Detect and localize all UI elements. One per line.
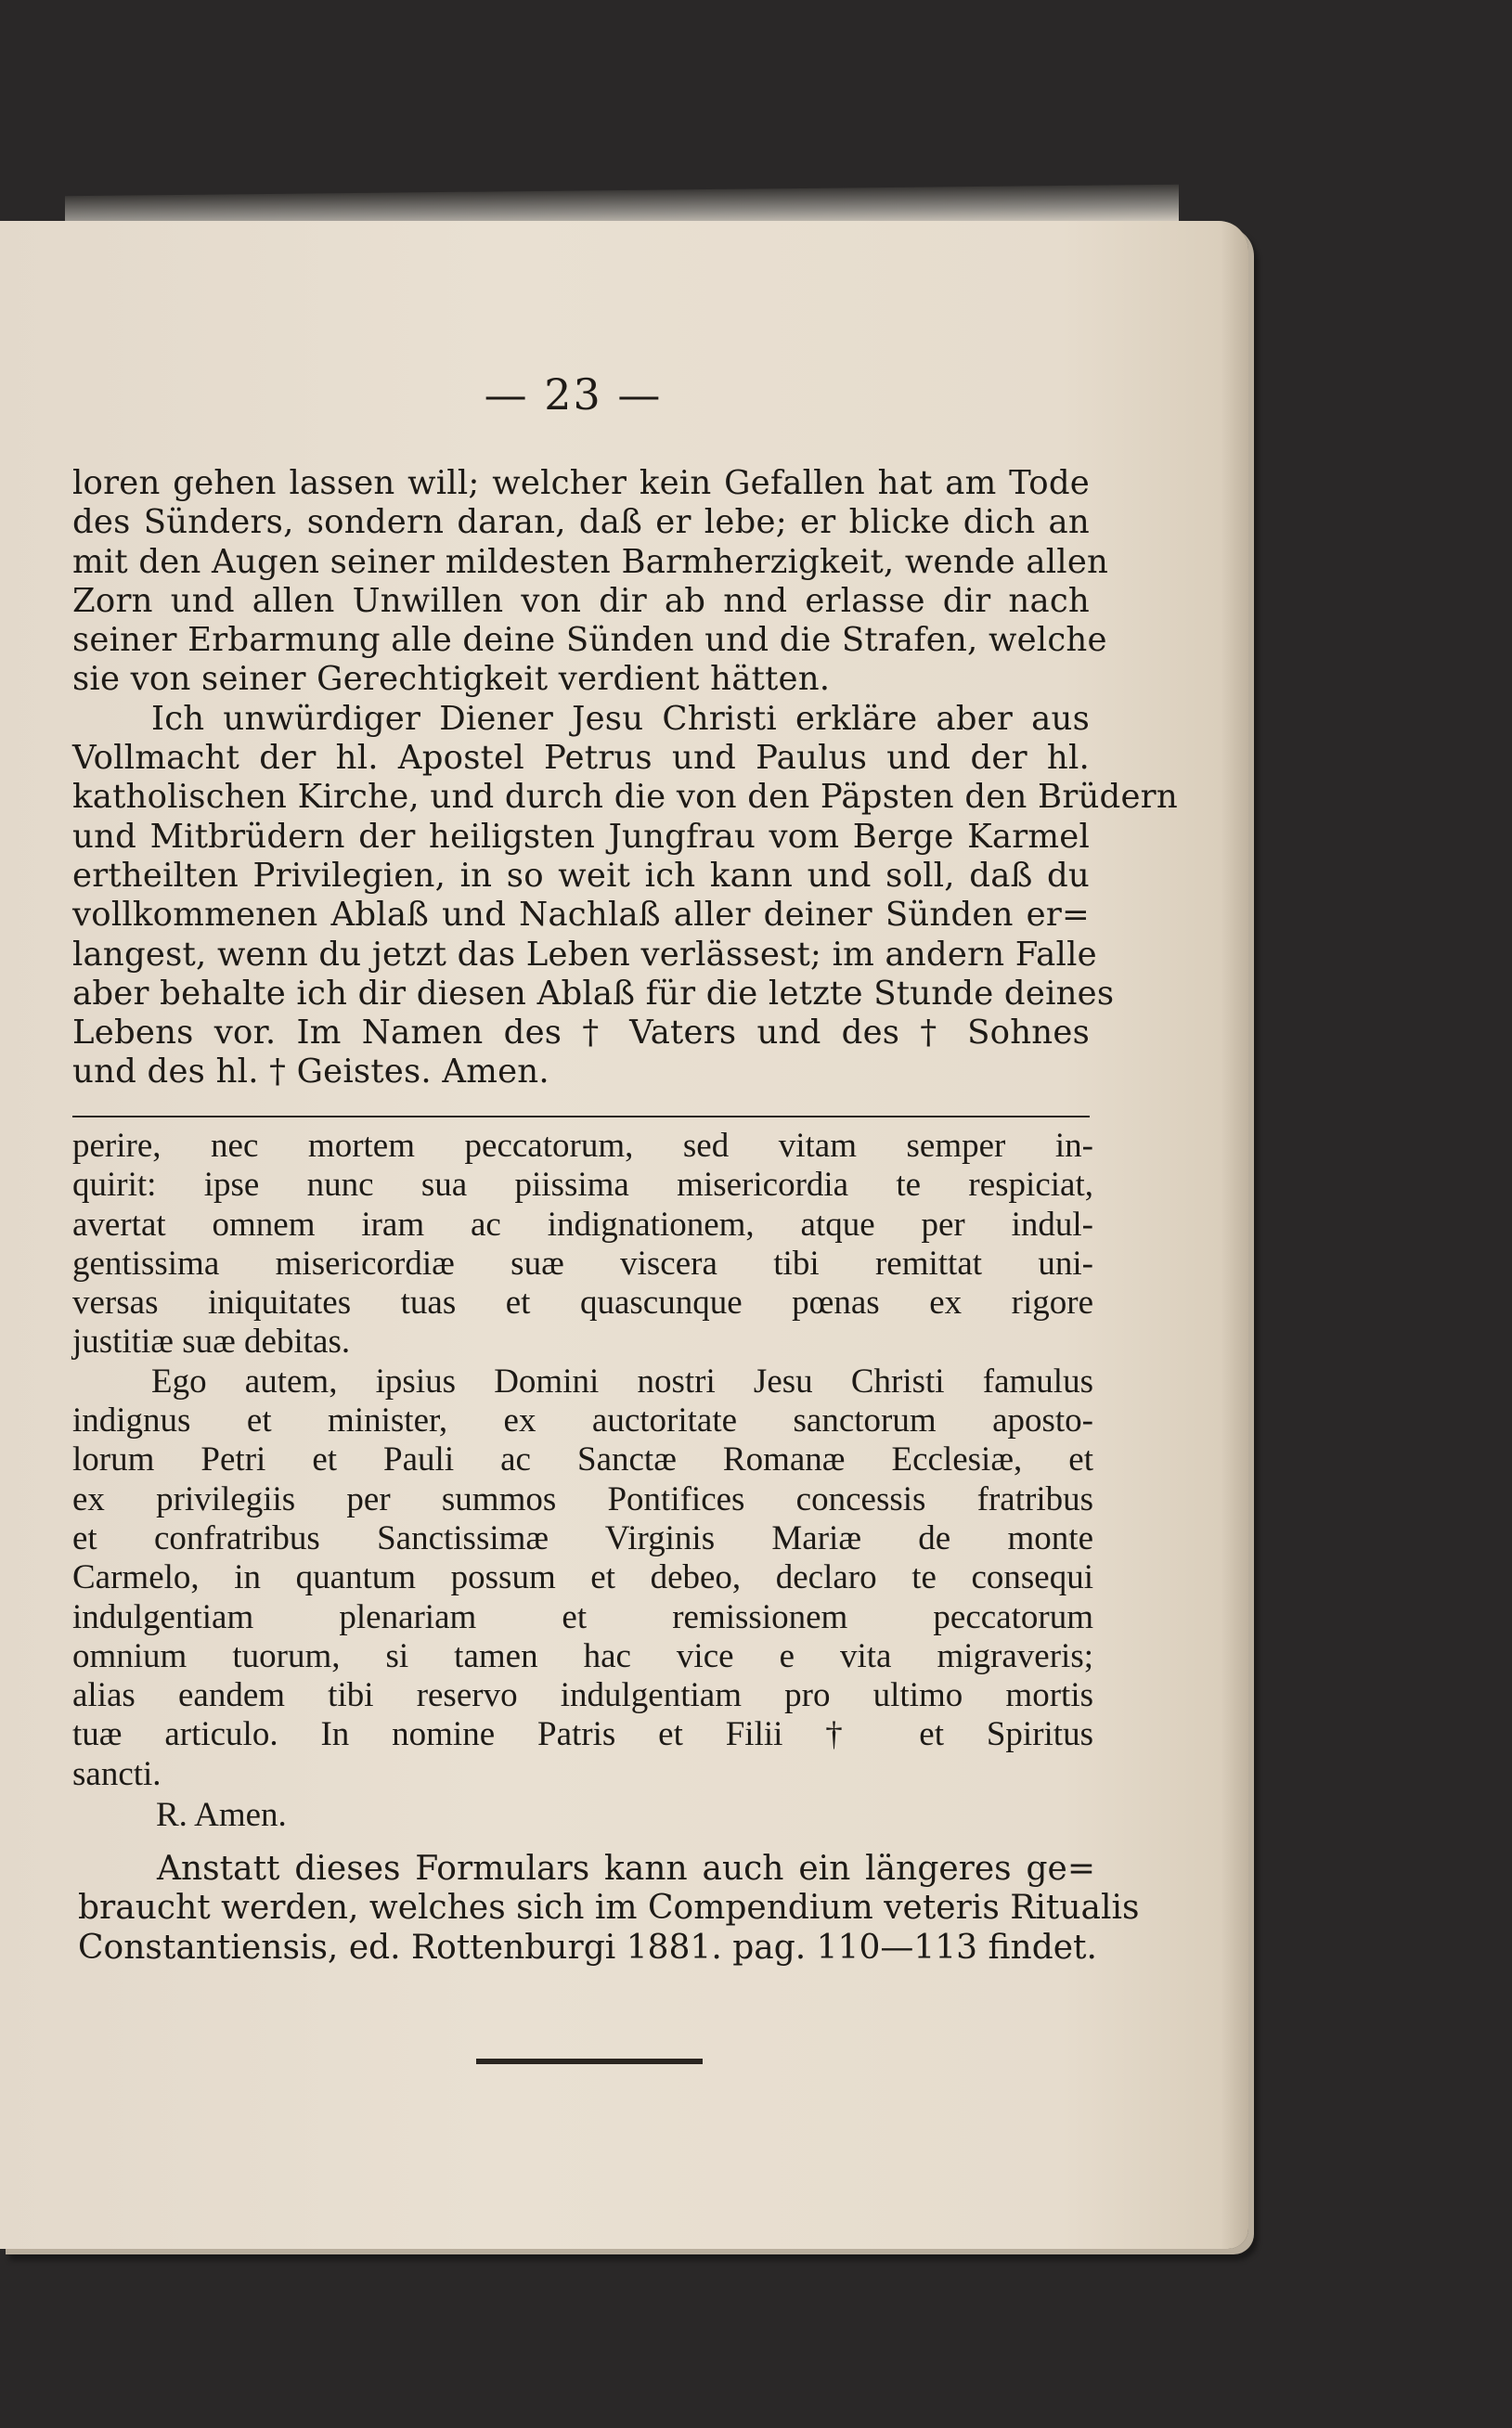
page-number: — 23 — <box>484 369 663 420</box>
german-line: Vollmacht der hl. Apostel Petrus und Paulus und der hl. <box>72 739 1090 778</box>
latin-line: tuæ articulo. In nomine Patris et Filii † et Spiritus <box>72 1715 1093 1754</box>
latin-line: et confratribus Sanctissimæ Virginis Mariæ de monte <box>72 1518 1093 1557</box>
german-line: mit den Augen seiner mildesten Barmherzigkeit, wende allen <box>72 542 1109 581</box>
note-line: Anstatt dieses Formulars kann auch ein längeres ge= <box>157 1850 1095 1888</box>
latin-line: Ego autem, ipsius Domini nostri Jesu Christi famulus <box>151 1362 1093 1401</box>
german-line: sie von seiner Gerechtigkeit verdient hätten. <box>72 660 831 699</box>
german-line: des Sünders, sondern daran, daß er lebe; er blicke dich an <box>72 503 1090 542</box>
german-prayer-text <box>72 464 1178 1092</box>
note-line: Constantiensis, ed. Rottenburgi 1881. pag. 110—113 findet. <box>78 1928 1097 1967</box>
latin-line: indignus et minister, ex auctoritate sanctorum aposto- <box>72 1401 1093 1440</box>
end-divider <box>476 2059 703 2064</box>
response-amen: R. Amen. <box>156 1796 287 1834</box>
book-page <box>0 221 1248 2249</box>
page-edge-shadow <box>1221 221 1248 2249</box>
german-line: vollkommenen Ablaß und Nachlaß aller deiner Sünden er= <box>72 896 1090 935</box>
latin-line: sancti. <box>72 1754 162 1793</box>
latin-line: avertat omnem iram ac indignationem, atque per indul- <box>72 1205 1093 1244</box>
latin-line: justitiæ suæ debitas. <box>72 1323 351 1362</box>
latin-line: lorum Petri et Pauli ac Sanctæ Romanæ Ecclesiæ, et <box>72 1440 1093 1479</box>
german-line: seiner Erbarmung alle deine Sünden und die Strafen, welche <box>72 621 1107 660</box>
section-divider <box>72 1116 1090 1117</box>
german-line: und des hl. † Geistes. Amen. <box>72 1053 549 1091</box>
footnote-text <box>78 1850 1140 1968</box>
latin-line: quirit: ipse nunc sua piissima misericordia te respiciat, <box>72 1166 1093 1205</box>
latin-prayer-text <box>72 1127 1093 1794</box>
note-line: braucht werden, welches sich im Compendium veteris Ritualis <box>78 1889 1140 1928</box>
german-line: Ich unwürdiger Diener Jesu Christi erkläre aber aus <box>151 699 1090 738</box>
latin-line: omnium tuorum, si tamen hac vice e vita migraveris; <box>72 1636 1093 1675</box>
latin-line: perire, nec mortem peccatorum, sed vitam semper in- <box>72 1127 1093 1165</box>
german-line: ertheilten Privilegien, in so weit ich kann und soll, daß du <box>72 856 1090 895</box>
german-line: und Mitbrüdern der heiligsten Jungfrau vom Berge Karmel <box>72 817 1090 856</box>
german-line: Zorn und allen Unwillen von dir ab nnd erlasse dir nach <box>72 581 1090 620</box>
latin-line: gentissima misericordiæ suæ viscera tibi remittat uni- <box>72 1244 1093 1283</box>
german-line: Lebens vor. Im Namen des † Vaters und des † Sohnes <box>72 1014 1090 1053</box>
latin-line: ex privilegiis per summos Pontifices concessis fratribus <box>72 1479 1093 1518</box>
german-line: loren gehen lassen will; welcher kein Gefallen hat am Tode <box>72 464 1090 502</box>
german-line: langest, wenn du jetzt das Leben verlässest; im andern Falle <box>72 935 1097 974</box>
latin-line: indulgentiam plenariam et remissionem peccatorum <box>72 1597 1093 1636</box>
latin-line: alias eandem tibi reservo indulgentiam pro ultimo mortis <box>72 1676 1093 1715</box>
latin-line: versas iniquitates tuas et quascunque pœnas ex rigore <box>72 1284 1093 1323</box>
german-line: aber behalte ich dir diesen Ablaß für die letzte Stunde deines <box>72 974 1115 1013</box>
german-line: katholischen Kirche, und durch die von den Päpsten den Brüdern <box>72 778 1178 817</box>
latin-line: Carmelo, in quantum possum et debeo, declaro te consequi <box>72 1558 1093 1597</box>
